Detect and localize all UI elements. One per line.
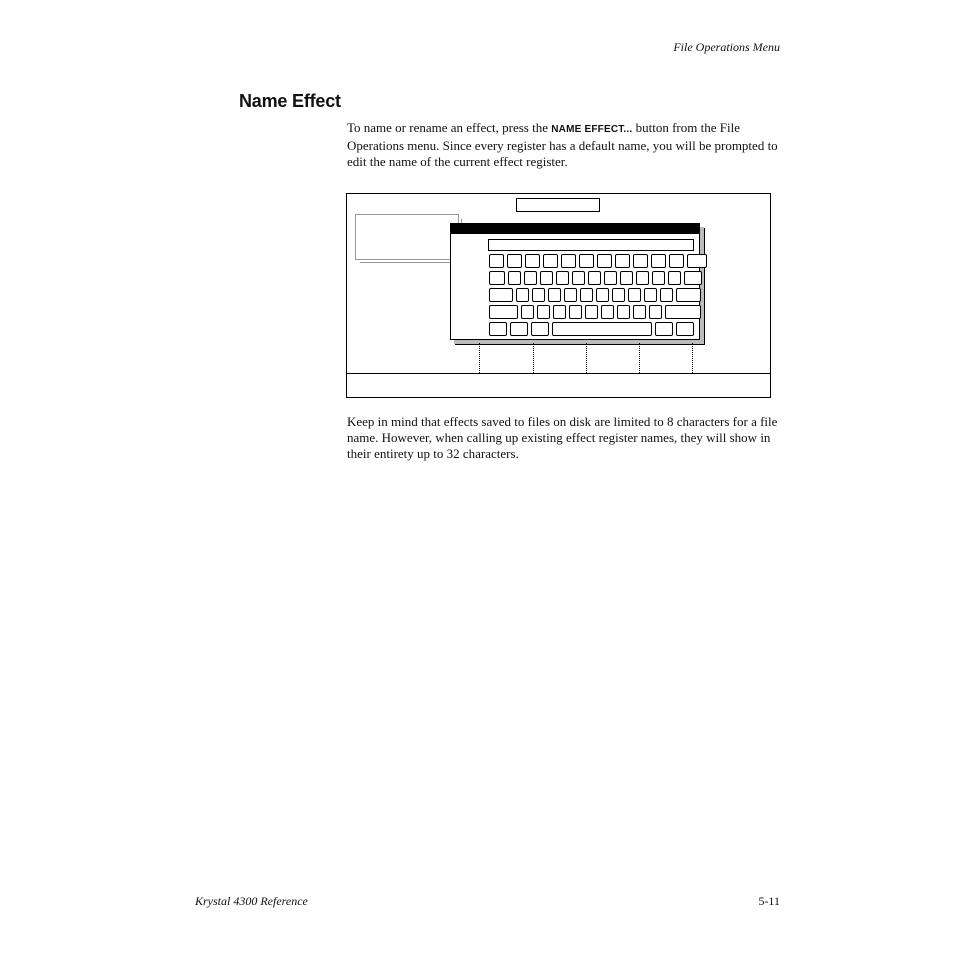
key[interactable] xyxy=(665,305,701,319)
key[interactable] xyxy=(489,322,507,336)
key[interactable] xyxy=(601,305,614,319)
key[interactable] xyxy=(676,322,694,336)
key[interactable] xyxy=(684,271,702,285)
key[interactable] xyxy=(516,288,529,302)
section-title: Name Effect xyxy=(239,91,341,111)
key[interactable] xyxy=(652,271,665,285)
keyboard-title-bar xyxy=(451,224,699,234)
key[interactable] xyxy=(668,271,681,285)
key[interactable] xyxy=(628,288,641,302)
keyboard-row-1 xyxy=(489,254,707,268)
softkey-marker xyxy=(533,343,534,373)
key[interactable] xyxy=(579,254,594,268)
key[interactable] xyxy=(633,254,648,268)
screen-illustration xyxy=(346,193,771,398)
key[interactable] xyxy=(588,271,601,285)
key[interactable] xyxy=(620,271,633,285)
key[interactable] xyxy=(572,271,585,285)
running-footer: Krystal 4300 Reference xyxy=(195,894,308,908)
key[interactable] xyxy=(508,271,521,285)
key[interactable] xyxy=(655,322,673,336)
key[interactable] xyxy=(612,288,625,302)
keyboard-row-4 xyxy=(489,305,701,319)
effect-name-field[interactable] xyxy=(488,239,694,251)
note-paragraph: Keep in mind that effects saved to files on disk are limited to 8 characters for a file name. However, when calling up existing effect register names, they will show in their entirety up to 32 characters. xyxy=(347,414,778,461)
keyboard-row-5 xyxy=(489,322,694,336)
key[interactable] xyxy=(556,271,569,285)
name-effect-button-reference: NAME EFFECT... xyxy=(551,124,633,135)
key[interactable] xyxy=(489,271,505,285)
key[interactable] xyxy=(649,305,662,319)
key[interactable] xyxy=(633,305,646,319)
key[interactable] xyxy=(615,254,630,268)
intro-text-prefix: To name or rename an effect, press the xyxy=(347,120,552,135)
key[interactable] xyxy=(510,322,528,336)
key[interactable] xyxy=(531,322,549,336)
key[interactable] xyxy=(507,254,522,268)
key[interactable] xyxy=(521,305,534,319)
key[interactable] xyxy=(537,305,550,319)
intro-text-suffix: button from the File Operations menu. Since every register has a default name, you will be prompted to edit the name of the current effect register. xyxy=(347,120,778,169)
key[interactable] xyxy=(532,288,545,302)
intro-paragraph xyxy=(347,120,787,170)
key[interactable] xyxy=(651,254,666,268)
menu-title-box xyxy=(516,198,600,212)
softkey-marker xyxy=(586,343,587,373)
key[interactable] xyxy=(564,288,577,302)
page-number: 5-11 xyxy=(758,894,780,908)
key[interactable] xyxy=(489,254,504,268)
keyboard-row-3 xyxy=(489,288,701,302)
key[interactable] xyxy=(604,271,617,285)
key[interactable] xyxy=(676,288,701,302)
key[interactable] xyxy=(669,254,684,268)
key[interactable] xyxy=(596,288,609,302)
softkey-marker xyxy=(692,343,693,373)
key[interactable] xyxy=(660,288,673,302)
key[interactable] xyxy=(580,288,593,302)
key[interactable] xyxy=(644,288,657,302)
space-bar-key[interactable] xyxy=(552,322,652,336)
key[interactable] xyxy=(540,271,553,285)
softkey-marker xyxy=(479,343,480,373)
background-window xyxy=(355,214,459,260)
running-header: File Operations Menu xyxy=(673,40,780,54)
key[interactable] xyxy=(489,305,518,319)
key[interactable] xyxy=(524,271,537,285)
key[interactable] xyxy=(553,305,566,319)
keyboard-row-2 xyxy=(489,271,702,285)
softkey-marker xyxy=(639,343,640,373)
key[interactable] xyxy=(548,288,561,302)
key[interactable] xyxy=(585,305,598,319)
key[interactable] xyxy=(543,254,558,268)
key[interactable] xyxy=(597,254,612,268)
key[interactable] xyxy=(525,254,540,268)
key[interactable] xyxy=(636,271,649,285)
key[interactable] xyxy=(489,288,513,302)
softkey-bar-divider xyxy=(347,373,770,374)
key[interactable] xyxy=(687,254,707,268)
key[interactable] xyxy=(569,305,582,319)
on-screen-keyboard-dialog xyxy=(450,223,700,340)
key[interactable] xyxy=(561,254,576,268)
key[interactable] xyxy=(617,305,630,319)
